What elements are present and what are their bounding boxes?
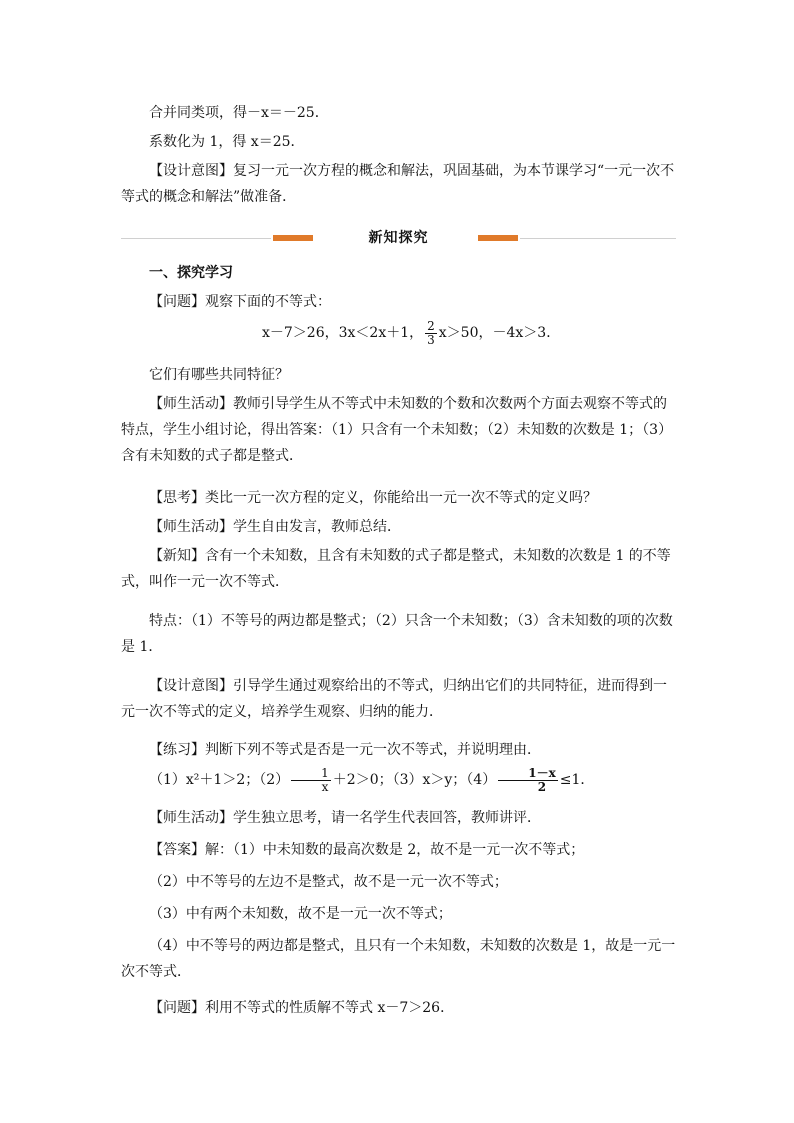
item-1: （1）x²＋1＞2；（2）: [149, 772, 290, 788]
banner-rule-right: [520, 238, 676, 239]
fraction-numerator: 1: [291, 767, 331, 781]
fraction-denominator: 3: [427, 332, 435, 347]
section-banner: [121, 227, 676, 249]
section-title: 新知探究: [368, 230, 429, 246]
fraction-numerator: 2: [427, 318, 435, 333]
design-intent-paragraph-2: 【设计意图】引导学生通过观察给出的不等式，归纳出它们的共同特征，进而得到一元一次不等式的定义，培养学生观察、归纳的能力．: [121, 678, 667, 720]
fraction-numerator: 1－x: [498, 767, 558, 781]
text-line-coefficient: 系数化为 1，得 x＝25．: [149, 134, 305, 150]
features-paragraph: 特点：（1）不等号的两边都是整式；（2）只含一个未知数；（3）含未知数的项的次数是 1．: [121, 613, 673, 655]
fraction-denominator: x: [321, 779, 329, 794]
fraction-denominator: 2: [537, 779, 547, 794]
fraction-one-minus-x-over-two: [498, 767, 558, 794]
heading-explore: 一、探究学习: [149, 265, 233, 281]
question-solve: 【问题】利用不等式的性质解不等式 x－7＞26．: [149, 1000, 455, 1016]
answer-line-4: （4）中不等号的两边都是整式，且只有一个未知数，未知数的次数是 1，故是一元一次不等式．: [121, 938, 676, 980]
design-intent-paragraph-1: 【设计意图】复习一元一次方程的概念和解法，巩固基础，为本节课学习“一元一次不等式的概念和解法”做准备．: [121, 163, 675, 205]
think-paragraph: 【思考】类比一元一次方程的定义，你能给出一元一次不等式的定义吗？: [149, 490, 597, 506]
formula-part-c: x＞50，－4x＞3．: [438, 325, 561, 341]
fraction-one-over-x: [291, 767, 331, 794]
practice-items: [121, 764, 676, 796]
new-knowledge-paragraph: 【新知】含有一个未知数，且含有未知数的式子都是整式，未知数的次数是 1 的不等式，叫作一元一次不等式．: [121, 548, 671, 590]
answer-line-1: 【答案】解：（1）中未知数的最高次数是 2，故不是一元一次不等式；: [149, 842, 585, 858]
formula-part-a: x－7＞26，3x＜2x＋1，: [262, 325, 424, 341]
item-4: ≤1．: [559, 772, 595, 788]
banner-bar-right: [478, 235, 518, 241]
question-observe: 【问题】观察下面的不等式：: [149, 294, 331, 310]
item-2-3: ＋2＞0；（3）x＞y；（4）: [332, 772, 497, 788]
inequalities-formula: [262, 318, 560, 348]
practice-prompt: 【练习】判断下列不等式是否是一元一次不等式，并说明理由．: [149, 742, 541, 758]
text-line-combine: 合并同类项，得－x＝－25．: [149, 105, 329, 121]
activity-paragraph-3: 【师生活动】学生独立思考，请一名学生代表回答，教师讲评．: [149, 810, 541, 826]
answer-line-3: （3）中有两个未知数，故不是一元一次不等式；: [149, 906, 452, 922]
answer-line-2: （2）中不等号的左边不是整式，故不是一元一次不等式；: [149, 874, 508, 890]
fraction-two-thirds: [425, 320, 437, 347]
activity-paragraph-2: 【师生活动】学生自由发言，教师总结．: [149, 519, 401, 535]
question-features: 它们有哪些共同特征？: [149, 367, 289, 383]
activity-paragraph-1: 【师生活动】教师引导学生从不等式中未知数的个数和次数两个方面去观察不等式的特点，学生小组讨论，得出答案：（1）只含有一个未知数；（2）未知数的次数是 1；（3）含有未知数的式子都是整式．: [121, 396, 673, 464]
